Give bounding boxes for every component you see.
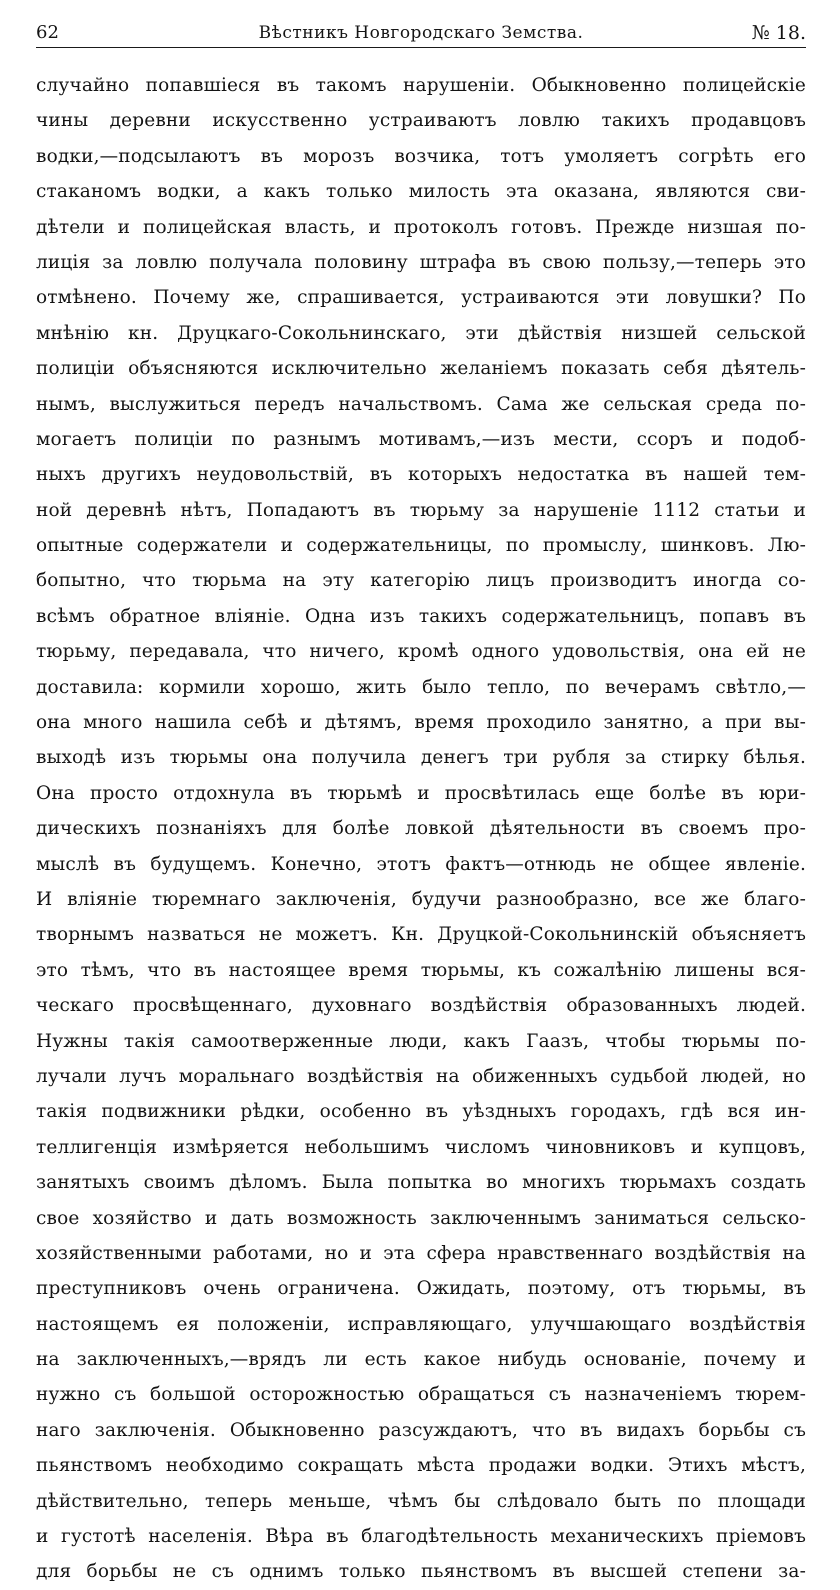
text-line: ческаго просвѣщеннаго, духовнаго воздѣйствія образованныхъ людей. xyxy=(36,995,806,1017)
body-text xyxy=(36,68,806,1590)
text-line: всѣмъ обратное вліяніе. Одна изъ такихъ содержательницъ, попавъ въ xyxy=(36,605,806,627)
text-line: Она просто отдохнула въ тюрьмѣ и просвѣтилась еще болѣе въ юри- xyxy=(36,782,806,804)
text-line: водки,—подсылаютъ въ морозъ возчика, тотъ умоляетъ согрѣть его xyxy=(36,145,806,167)
text-line: это тѣмъ, что въ настоящее время тюрьмы, къ сожалѣнію лишены вся- xyxy=(36,959,806,981)
text-line: творнымъ назваться не можетъ. Кн. Друцкой-Сокольнинскій объясняетъ xyxy=(36,924,806,946)
text-line: дѣйствительно, теперь меньше, чѣмъ бы слѣдовало быть по площади xyxy=(36,1490,806,1512)
text-line: ныхъ другихъ неудовольствій, въ которыхъ недостатка въ нашей тем- xyxy=(36,464,806,486)
text-line: ной деревнѣ нѣтъ, Попадаютъ въ тюрьму за нарушеніе 1112 статьи и xyxy=(36,499,806,521)
text-line: лучали лучъ моральнаго воздѣйствія на обиженныхъ судьбой людей, но xyxy=(36,1065,806,1087)
text-line: нужно съ большой осторожностью обращаться съ назначеніемъ тюрем- xyxy=(36,1384,806,1406)
text-line: она много нашила себѣ и дѣтямъ, время проходило занятно, а при вы- xyxy=(36,712,806,734)
text-line: Нужны такія самоотверженные люди, какъ Гаазъ, чтобы тюрьмы по- xyxy=(36,1030,806,1052)
text-line: бопытно, что тюрьма на эту категорію лицъ производитъ иногда со- xyxy=(36,570,806,592)
text-line: могаетъ полиціи по разнымъ мотивамъ,—изъ мести, ссоръ и подоб- xyxy=(36,428,806,450)
page-number: 62 xyxy=(36,22,59,43)
text-line: дѣтели и полицейская власть, и протоколъ готовъ. Прежде низшая по- xyxy=(36,216,806,238)
text-line: выходѣ изъ тюрьмы она получила денегъ три рубля за стирку бѣлья. xyxy=(36,747,806,769)
text-line: отмѣнено. Почему же, спрашивается, устраиваются эти ловушки? По xyxy=(36,287,806,309)
text-line: полиціи объясняются исключительно желаніемъ показать себя дѣятель- xyxy=(36,358,806,380)
text-line: свое хозяйство и дать возможность заключеннымъ заниматься сельско- xyxy=(36,1207,806,1229)
running-header xyxy=(36,20,806,50)
text-line: стаканомъ водки, а какъ только милость эта оказана, являются сви- xyxy=(36,181,806,203)
text-line: и густотѣ населенія. Вѣра въ благодѣтельность механическихъ пріемовъ xyxy=(36,1526,806,1548)
text-line: такія подвижники рѣдки, особенно въ уѣздныхъ городахъ, гдѣ вся ин- xyxy=(36,1101,806,1123)
journal-title: Вѣстникъ Новгородскаго Земства. xyxy=(258,23,584,43)
text-line: занятыхъ своимъ дѣломъ. Была попытка во многихъ тюрьмахъ создать xyxy=(36,1172,806,1194)
text-line: наго заключенія. Обыкновенно разсуждаютъ, что въ видахъ борьбы съ xyxy=(36,1419,806,1441)
text-line: преступниковъ очень ограничена. Ожидать, поэтому, отъ тюрьмы, въ xyxy=(36,1278,806,1300)
issue-number: № 18. xyxy=(751,22,806,44)
text-line: случайно попавшіеся въ такомъ нарушеніи. Обыкновенно полицейскіе xyxy=(36,75,806,96)
header-rule xyxy=(36,47,806,48)
text-line: на заключенныхъ,—врядъ ли есть какое нибудь основаніе, почему и xyxy=(36,1349,806,1371)
text-line: нымъ, выслужиться передъ начальствомъ. Сама же сельская среда по- xyxy=(36,393,806,415)
text-line: чины деревни искусственно устраиваютъ ловлю такихъ продавцовъ xyxy=(36,110,806,132)
text-line: лиція за ловлю получала половину штрафа въ свою пользу,—теперь это xyxy=(36,251,806,273)
text-line: тюрьму, передавала, что ничего, кромѣ одного удовольствія, она ей не xyxy=(36,641,806,663)
text-line: для борьбы не съ однимъ только пьянствомъ въ высшей степени за- xyxy=(36,1561,806,1583)
text-line: пьянствомъ необходимо сокращать мѣста продажи водки. Этихъ мѣстъ, xyxy=(36,1455,806,1477)
text-line: мыслѣ въ будущемъ. Конечно, этотъ фактъ—отнюдь не общее явленіе. xyxy=(36,853,806,875)
text-line: хозяйственными работами, но и эта сфера нравственнаго воздѣйствія на xyxy=(36,1242,806,1264)
text-line: мнѣнію кн. Друцкаго-Сокольнинскаго, эти дѣйствія низшей сельской xyxy=(36,322,806,344)
text-line: дическихъ познаніяхъ для болѣе ловкой дѣятельности въ своемъ про- xyxy=(36,818,806,840)
text-line: И вліяніе тюремнаго заключенія, будучи разнообразно, все же благо- xyxy=(36,888,806,910)
text-line: доставила: кормили хорошо, жить было тепло, по вечерамъ свѣтло,— xyxy=(36,676,806,698)
text-line: теллигенція измѣряется небольшимъ числомъ чиновниковъ и купцовъ, xyxy=(36,1136,806,1158)
text-line: опытные содержатели и содержательницы, по промыслу, шинковъ. Лю- xyxy=(36,535,806,557)
text-line: настоящемъ ея положеніи, исправляющаго, улучшающаго воздѣйствія xyxy=(36,1313,806,1335)
